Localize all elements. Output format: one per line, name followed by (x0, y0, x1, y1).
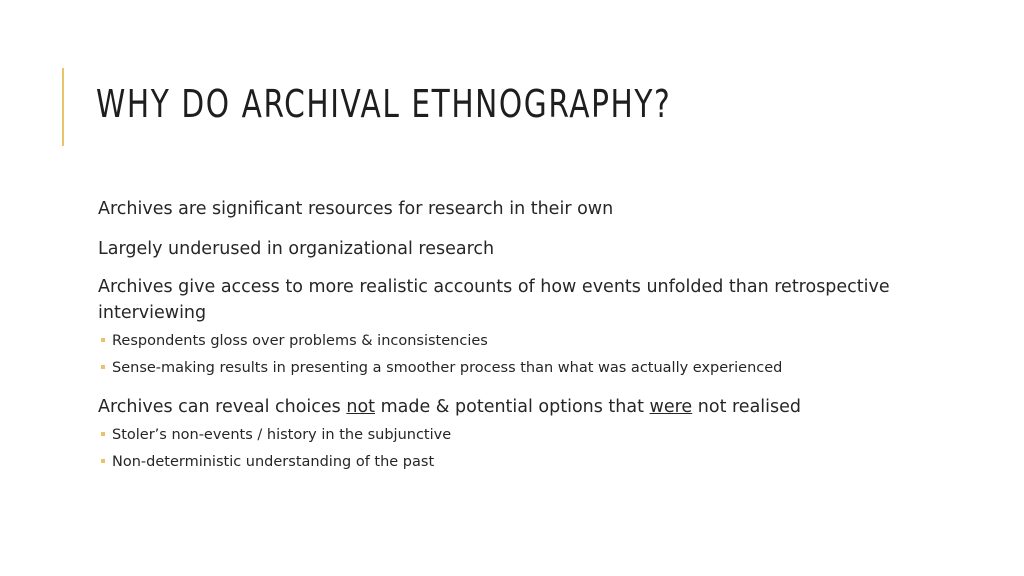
square-bullet-icon (101, 365, 105, 369)
point-4-underlined-were: were (649, 397, 693, 417)
sub-bullet-text: Stoler’s non-events / history in the subjunctive (112, 427, 452, 443)
sub-bullet-4-1 (98, 425, 938, 445)
square-bullet-icon (101, 459, 105, 463)
square-bullet-icon (101, 432, 105, 436)
slide-title: WHY DO ARCHIVAL ETHNOGRAPHY? (96, 82, 672, 126)
bullet-point-2: Largely underused in organizational research (98, 239, 495, 259)
sub-bullet-text: Non-deterministic understanding of the past (112, 454, 435, 470)
point-4-underlined-not: not (346, 397, 376, 417)
bullet-point-3: Archives give access to more realistic accounts of how events unfolded than retrospective interviewing (98, 277, 890, 323)
sub-bullet-3-2 (98, 358, 938, 378)
bullet-point-4 (98, 394, 938, 420)
bullet-point-1: Archives are significant resources for research in their own (98, 199, 614, 219)
title-accent-bar (62, 68, 64, 146)
sub-bullet-text: Respondents gloss over problems & inconsistencies (112, 333, 488, 349)
point-4-part-1: Archives can reveal choices (98, 397, 347, 417)
point-4-part-3: made & potential options that (375, 397, 650, 417)
point-4-part-5: not realised (692, 397, 802, 417)
sub-bullet-4-2 (98, 452, 938, 472)
slide-body (98, 196, 938, 472)
square-bullet-icon (101, 338, 105, 342)
sub-bullet-text: Sense-making results in presenting a smoother process than what was actually experienced (112, 360, 783, 376)
sub-bullet-3-1 (98, 331, 938, 351)
